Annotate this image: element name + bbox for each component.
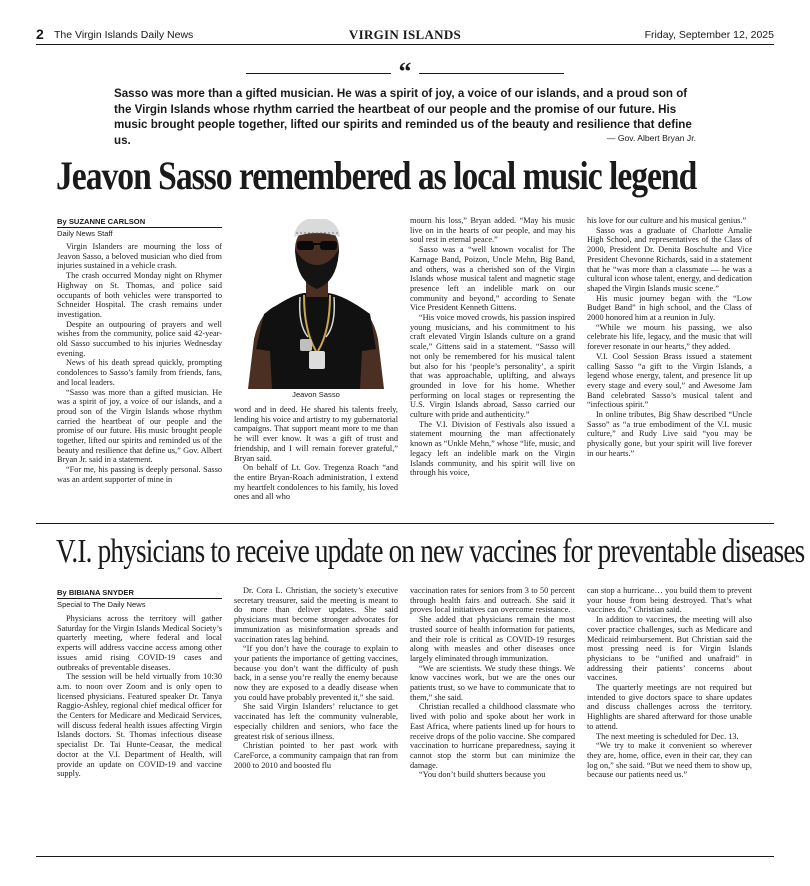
paragraph: The V.I. Division of Festivals also issued a statement mourning the man affectionately known as “Unkle Mehn,” whose “life, music, and legacy left an indelible mark on the Virgin Islands community, and his spirit will live on through his voice, — [410, 419, 575, 478]
article-separator — [36, 523, 774, 524]
paragraph: Sasso was a graduate of Charlotte Amalie High School, and representatives of the Class of 2000, President Dr. Denita Boschulte and Vice President Chevonne Richards, said in a statement that he “was more than a classmate — he was a cultural icon whose talent, energy, and dedication shaped the Virgin Islands music scene.” — [587, 225, 752, 293]
pull-quote-attribution: — Gov. Albert Bryan Jr. — [606, 133, 696, 143]
paragraph: Despite an outpouring of prayers and well wishes from the community, police said 42-year-old Sasso succumbed to his injuries Wednesday evening. — [57, 319, 222, 358]
paragraph: his love for our culture and his musical genius.” — [587, 216, 747, 225]
page-bottom-rule — [36, 856, 774, 857]
portrait-photo — [234, 219, 398, 389]
issue-date: Friday, September 12, 2025 — [644, 29, 774, 41]
section-title: VIRGIN ISLANDS — [348, 27, 462, 42]
byline-role: Daily News Staff — [57, 229, 113, 238]
paragraph: vaccination rates for seniors from 3 to 50 percent through health fairs and outreach. She said it proves local initiatives can overcome resistance. — [410, 586, 575, 615]
paragraph: On behalf of Lt. Gov. Tregenza Roach “and the entire Bryan-Roach administration, I extend my heartfelt condolences to his family, his loved ones and all who — [234, 463, 398, 502]
pull-quote-rule-right — [419, 73, 564, 74]
paragraph: In online tributes, Big Shaw described “Uncle Sasso” as “a true embodiment of the V.I. music culture,” and Rudy Live said “you may be physically gone, but your spirit will live forever in our hearts.” — [587, 410, 752, 458]
article-1-column-3 — [410, 216, 575, 512]
paragraph: V.I. Cool Session Brass issued a statement calling Sasso “a gift to the Virgin Islands, a legend whose energy, talent, and presence lit up every stage and every soul,” and Awesome Jam Band celebrated Sasso’s musical talent and “infectious spirit.” — [587, 351, 752, 410]
article-1-byline — [57, 217, 222, 238]
paragraph: News of his death spread quickly, prompting condolences to Sasso’s family from friends, fans, and local leaders. — [57, 358, 222, 387]
byline-rule — [57, 598, 222, 599]
paragraph: She added that physicians remain the most trusted source of health information for patients, and their role is critical as COVID-19 resurges along with measles and other diseases once largely eliminated through immunization. — [410, 615, 575, 663]
paragraph: can stop a hurricane… you build them to prevent your house from being destroyed. That’s what vaccines do,” Christian said. — [587, 586, 752, 615]
paragraph: “Sasso was more than a gifted musician. He was a spirit of joy, a voice of our islands, and a proud son of the Virgin Islands whose rhythm carried the heartbeat of our people and the promise of our future. His music brought people together, lifted our spirits and reminded us of the beauty and resilience that define us,” Gov. Albert Bryan Jr. said in a statement. — [57, 387, 222, 465]
photo-caption: Jeavon Sasso — [292, 390, 340, 399]
article-2-byline — [57, 588, 222, 609]
byline-author: BIBIANA SNYDER — [68, 588, 134, 597]
byline-author: SUZANNE CARLSON — [68, 217, 146, 226]
paragraph: mourn his loss,” Bryan added. “May his music live on in the hearts of our people, and may his soul rest in eternal peace.” — [410, 216, 575, 245]
paragraph: Christian recalled a childhood classmate who lived with polio and spoke about her work in East Africa, where patients lined up for hours to receive drops of the polio vaccine. She compared vaccination to hurricane preparedness, saying it cannot stop the storm but can minimize the damage. — [410, 702, 575, 770]
paragraph: Dr. Cora L. Christian, the society’s executive secretary treasurer, said the meeting is meant to do more than deliver updates. She said physicians must become stronger advocates for immunization as misinformation spreads and vaccination rates lag behind. — [234, 586, 398, 644]
paragraph: Sasso was a “well known vocalist for The Karnage Band, Poizon, Uncle Mehn, Big Band, and others, was a cherished son of the Virgin Islands whose musical talent and magnetic stage presence left an indelible mark on our community and beyond,” according to Senate Vice President Kenneth Gittens. — [410, 245, 575, 313]
article-2-column-4 — [587, 586, 752, 844]
paragraph: In addition to vaccines, the meeting will also cover practice challenges, such as Medicare and Medicaid reimbursement. But Christian said the most pressing need is for Virgin Islands physicians to be “unified and unafraid” in addressing their patients’ concerns about vaccines. — [587, 615, 752, 683]
pull-quote-text: Sasso was more than a gifted musician. He was a spirit of joy, a voice of our islands, and a proud son of the Virgin Islands whose rhythm carried the heartbeat of our people and the promise of our future. His music brought people together, lifted our spirits and reminded us of the beauty and resilience that define us. — [114, 87, 692, 147]
article-2-headline: V.I. physicians to receive update on new vaccines for preventable diseases — [56, 533, 805, 570]
byline-rule — [57, 227, 222, 228]
byline-prefix: By — [57, 588, 69, 597]
paragraph: “You don’t build shutters because you — [419, 770, 546, 780]
paragraph: The next meeting is scheduled for Dec. 13. — [596, 731, 739, 741]
paragraph: “His voice moved crowds, his passion inspired young musicians, and his commitment to his craft elevated Virgin Islands culture on a grand scale,” Gittens said in a statement. “Sasso will not only be remembered for his musical talent but also for his ‘people’s personality’, a spirit that was approachable, uplifting, and always grounded in love for his home. Whether performing on local stages or representing the U.S. Virgin Islands abroad, Sasso carried our culture with pride and authenticity.” — [410, 313, 575, 420]
paragraph: word and in deed. He shared his talents freely, lending his voice and artistry to my gubernatorial campaigns. That support meant more to me than he will ever know. It was a gift of trust and friendship, and I will remain forever grateful,” Bryan said. — [234, 405, 398, 463]
paragraph: “For me, his passing is deeply personal. Sasso was an ardent supporter of mine in — [57, 465, 222, 484]
article-2-column-3 — [410, 586, 575, 844]
article-1-column-1 — [57, 242, 222, 512]
paragraph: Virgin Islanders are mourning the loss of Jeavon Sasso, a beloved musician who died from injuries sustained in a vehicle crash. — [57, 242, 222, 271]
paragraph: She said Virgin Islanders’ reluctance to get vaccinated has left the community vulnerable, especially children and seniors, who face the greatest risk of serious illness. — [234, 702, 398, 741]
paragraph: The crash occurred Monday night on Rhymer Highway on St. Thomas, and police said occupants of both vehicles were transported to Schneider Hospital. The crash remains under investigation. — [57, 271, 222, 319]
paragraph: The quarterly meetings are not required but intended to give doctors space to share updates and discuss challenges across the territory. Highlights are shared afterward for those unable to attend. — [587, 683, 752, 731]
quote-mark-icon: “ — [398, 57, 412, 86]
article-1-column-2 — [234, 405, 398, 511]
header-rule — [36, 44, 774, 45]
paragraph: “We are scientists. We study these things. We know vaccines work, but we are the ones our patients trust, so we have to communicate that to them,” she said. — [410, 663, 575, 702]
page-number: 2 — [36, 26, 44, 42]
paragraph: Physicians across the territory will gather Saturday for the Virgin Islands Medical Society’s quarterly meeting, where federal and local experts will address vaccine access among other issues amid rising COVID-19 cases and outbreaks of preventable diseases. — [57, 614, 222, 672]
article-1-headline: Jeavon Sasso remembered as local music legend — [56, 153, 697, 198]
article-2-column-1 — [57, 614, 222, 844]
paragraph: “If you don’t have the courage to explain to your patients the importance of getting vaccines, because you don’t want the difficulty of push back, in a sense you’re really the enemy because now they are exposed to a deadly disease when you could have probably prevented it,” she said. — [234, 644, 398, 702]
paragraph: “While we mourn his passing, we also celebrate his life, legacy, and the music that will forever resonate in our hearts,” they added. — [587, 322, 752, 352]
paragraph: “We try to make it convenient so wherever they are, home, office, even in their car, they can log on,” she said. “But we need them to show up, because our patients need us.” — [587, 741, 752, 780]
paragraph: Christian pointed to her past work with CareForce, a community campaign that ran from 2000 to 2010 and boosted flu — [234, 741, 398, 770]
article-2-column-2 — [234, 586, 398, 844]
byline-role: Special to The Daily News — [57, 600, 146, 609]
paragraph: The session will be held virtually from 10:30 a.m. to noon over Zoom and is only open to licensed physicians. Featured speaker Dr. Tanya Raggio-Ashley, regional chief medical officer for the Centers for Medicare and Medicaid Services, will discuss federal health issues affecting Virgin Islands doctors. St. Thomas infectious disease specialist Dr. Tai Hunte-Ceasar, the medical doctor at the V.I. Department of Health, will provide an update on COVID-19 and vaccine supply. — [57, 672, 222, 779]
man-portrait-illustration — [234, 219, 398, 389]
article-1-column-4 — [587, 216, 752, 512]
paper-name: The Virgin Islands Daily News — [54, 29, 194, 41]
byline-prefix: By — [57, 217, 69, 226]
paragraph: His music journey began with the “Low Budget Band” in high school, and the Class of 2000 honored him at a reunion in July. — [587, 293, 752, 323]
